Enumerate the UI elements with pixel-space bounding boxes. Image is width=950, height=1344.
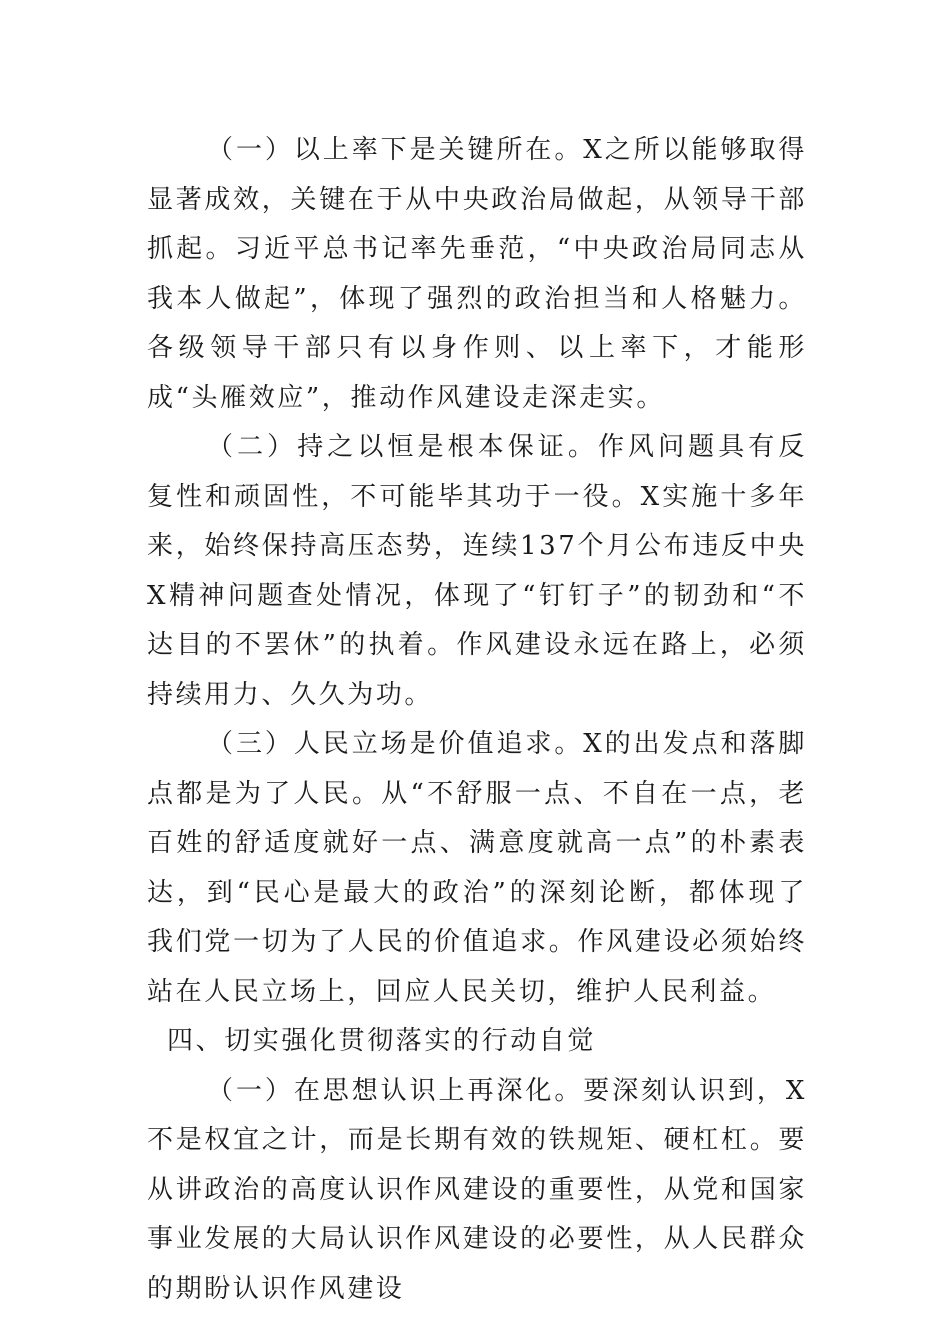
paragraph-people-stance: （三）人民立场是价值追求。X的出发点和落脚点都是为了人民。从“不舒服一点、不自在一点，老百姓的舒适度就好一点、满意度就高一点”的朴素表达，到“民心是最大的政治”的深刻论断，都体现了我们党一切为了人民的价值追求。作风建设必须始终站在人民立场上，回应人民关切，维护人民利益。 xyxy=(147,729,807,1007)
section-heading: 四、切实强化贯彻落实的行动自觉 xyxy=(167,1026,597,1056)
paragraph-leading-by-example: （一）以上率下是关键所在。X之所以能够取得显著成效，关键在于从中央政治局做起，从领导干部抓起。习近平总书记率先垂范，“中央政治局同志从我本人做起”，体现了强烈的政治担当和人格魅力。各级领导干部只有以身作则、以上率下，才能形成“头雁效应”，推动作风建设走深走实。 xyxy=(147,135,807,413)
paragraph-perseverance: （二）持之以恒是根本保证。作风问题具有反复性和顽固性，不可能毕其功于一役。X实施十多年来，始终保持高压态势，连续137个月公布违反中央X精神问题查处情况，体现了“钉钉子”的韧劲和“不达目的不罢休”的执着。作风建设永远在路上，必须持续用力、久久为功。 xyxy=(147,432,807,710)
paragraph-ideological-understanding: （一）在思想认识上再深化。要深刻认识到，X不是权宜之计，而是长期有效的铁规矩、硬杠杠。要从讲政治的高度认识作风建设的重要性，从党和国家事业发展的大局认识作风建设的必要性，从人民群众的期盼认识作风建设 xyxy=(147,1075,807,1304)
document-body xyxy=(147,126,807,1314)
